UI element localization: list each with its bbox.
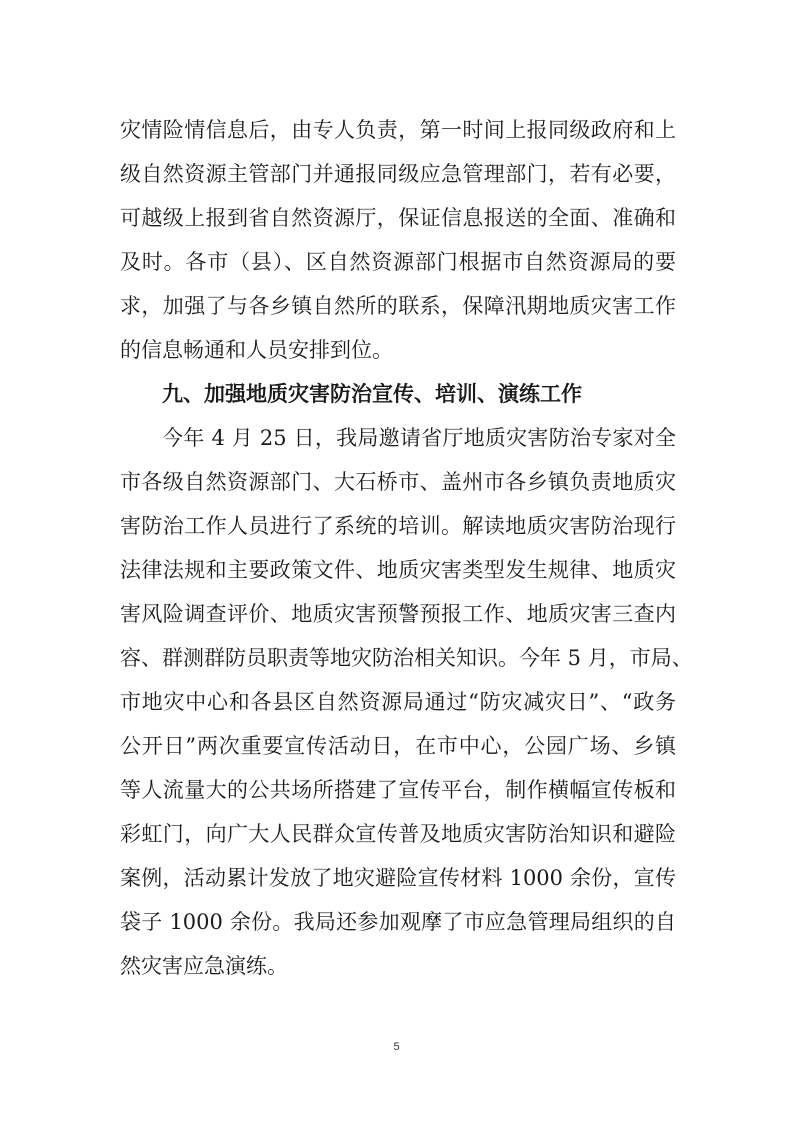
text-line: 级自然资源主管部门并通报同级应急管理部门，若有必要， [120,162,676,186]
text-line: 可越级上报到省自然资源厅，保证信息报送的全面、准确和 [120,206,676,230]
text-line: 袋子 1000 余份。我局还参加观摩了市应急管理局组织的自 [120,910,676,934]
text-line: 案例，活动累计发放了地灾避险宣传材料 1000 余份，宣传 [120,866,676,890]
text-line: 及时。各市（县）、区自然资源部门根据市自然资源局的要 [120,250,676,274]
text-line: 求，加强了与各乡镇自然所的联系，保障汛期地质灾害工作 [120,294,676,318]
text-line: 今年 4 月 25 日，我局邀请省厅地质灾害防治专家对全 [162,426,676,450]
text-line: 容、群测群防员职责等地灾防治相关知识。今年 5 月，市局、 [120,646,693,670]
text-line: 的信息畅通和人员安排到位。 [120,338,393,362]
text-line: 等人流量大的公共场所搭建了宣传平台，制作横幅宣传板和 [120,778,676,802]
text-line: 害风险调查评价、地质灾害预警预报工作、地质灾害三查内 [120,602,676,626]
text-line: 彩虹门，向广大人民群众宣传普及地质灾害防治知识和避险 [120,822,676,846]
page-number: 5 [393,1041,400,1053]
text-line: 灾情险情信息后，由专人负责，第一时间上报同级政府和上 [120,118,676,142]
text-line: 害防治工作人员进行了系统的培训。解读地质灾害防治现行 [120,514,676,538]
text-line: 市地灾中心和各县区自然资源局通过“防灾减灾日”、“政务 [120,690,676,714]
text-line: 然灾害应急演练。 [120,954,288,978]
text-line: 市各级自然资源部门、大石桥市、盖州市各乡镇负责地质灾 [120,470,676,494]
text-line: 公开日”两次重要宣传活动日，在市中心，公园广场、乡镇 [120,734,676,758]
section-heading: 九、加强地质灾害防治宣传、培训、演练工作 [162,382,582,406]
text-line: 法律法规和主要政策文件、地质灾害类型发生规律、地质灾 [120,558,676,582]
